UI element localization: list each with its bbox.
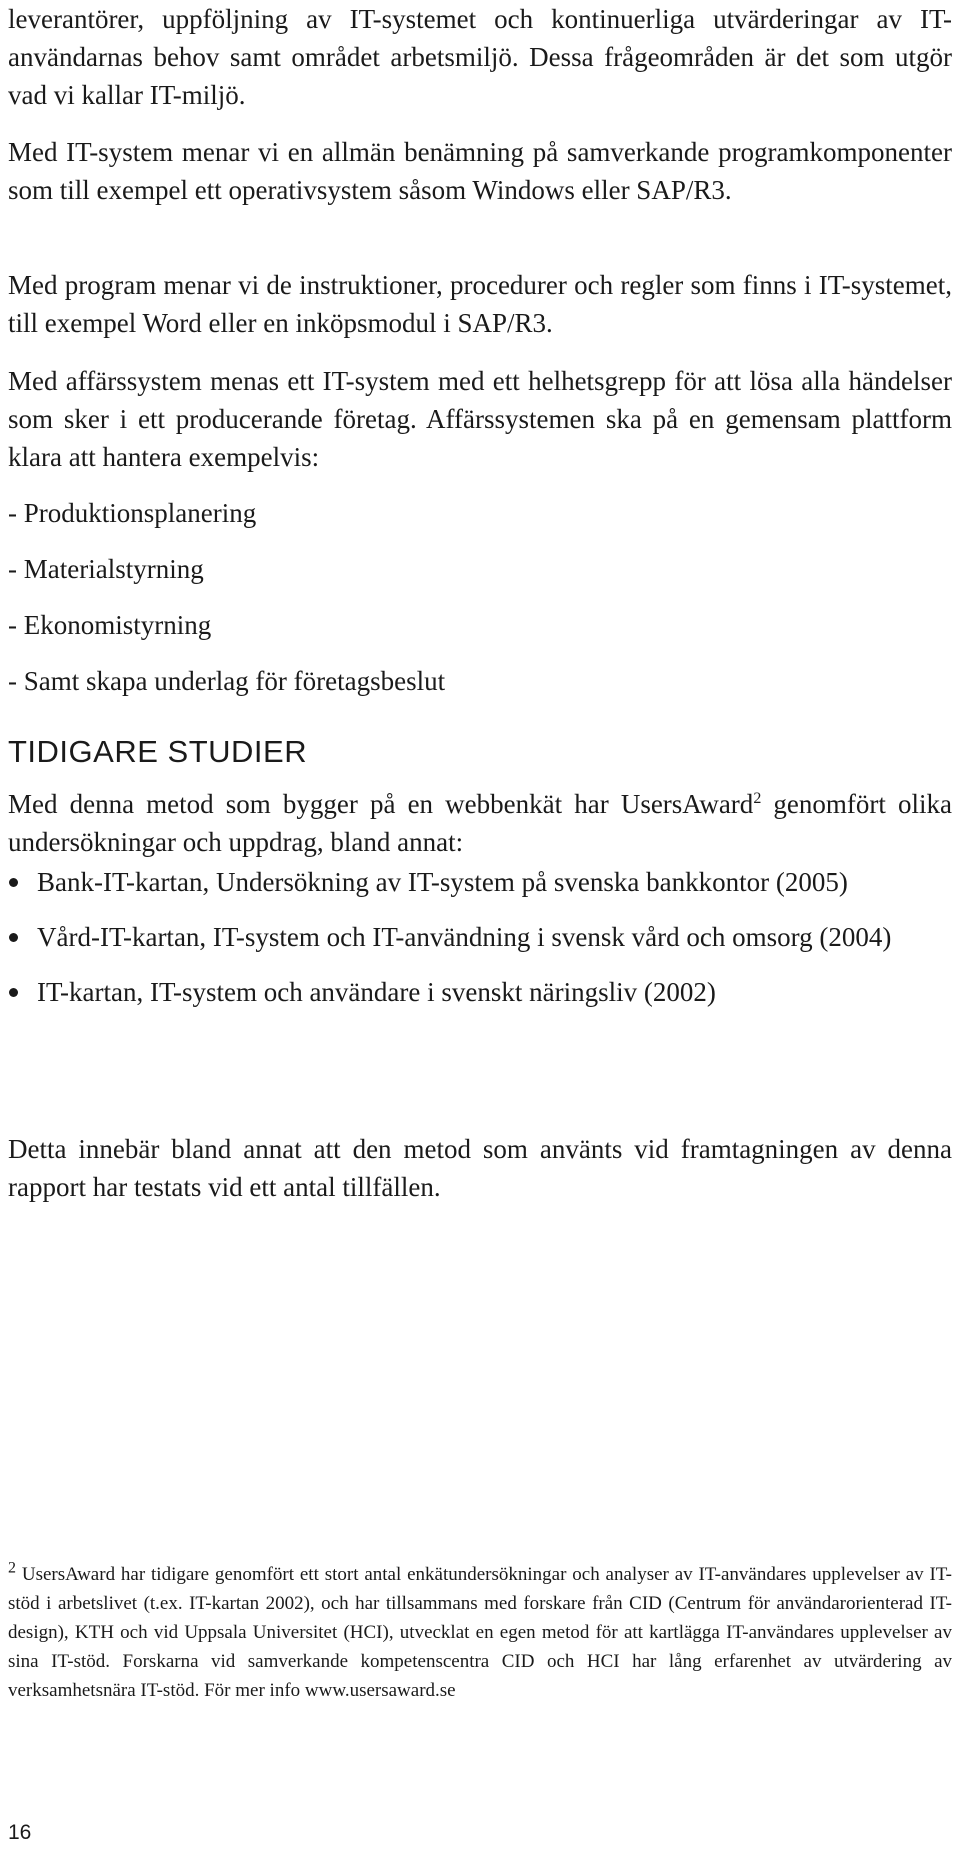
bullet-list-item [8, 918, 952, 956]
paragraph-closing: Detta innebär bland annat att den metod som använts vid framtagningen av denna rapport har testats vid ett antal tillfällen. [8, 1134, 952, 1202]
paragraph-intro: leverantörer, uppföljning av IT-systemet och kontinuerliga utvärderingar av IT-användarnas behov samt området arbetsmiljö. Dessa frågeområden är det som utgör vad vi kallar IT-miljö. [8, 4, 952, 110]
footnote-text: UsersAward har tidigare genomfört ett stort antal enkätundersökningar och analyser av IT-användares upplevelser av IT-stöd i arbetslivet (t.ex. IT-kartan 2002), och har tillsammans med forskare från CID (Centrum för användarorienterad IT-design), KTH och vid Uppsala Universitet (HCI), utvecklat en egen metod för att kartlägga IT-användares upplevelser av sina IT-stöd. Forskarna vid samverkande kompetenscentra CID och HCI har lång erfarenhet av utvärdering av verksamhetsnära IT-stöd. För mer info www.usersaward.se [8, 1564, 952, 1701]
section-heading: TIDIGARE STUDIER [8, 734, 308, 769]
footnote-reference[interactable]: 2 [753, 790, 762, 807]
bullet-text: IT-kartan, IT-system och användare i svenskt näringsliv (2002) [37, 977, 716, 1007]
dash-list [8, 494, 952, 718]
bullet-list [8, 863, 952, 1028]
paragraph-text-after-ref: genomfört olika undersökningar och uppdrag, bland annat: [8, 789, 952, 857]
paragraph-text-before-ref: Med denna metod som bygger på en webbenkät har UsersAward [8, 789, 754, 819]
bullet-icon [9, 933, 18, 942]
paragraph-tidigare-studier [8, 785, 952, 861]
document-page [8, 0, 952, 1859]
bullet-icon [9, 988, 18, 997]
bullet-list-item [8, 973, 952, 1011]
bullet-list-item [8, 863, 952, 901]
paragraph-program: Med program menar vi de instruktioner, procedurer och regler som finns i IT-systemet, till exempel Word eller en inköpsmodul i SAP/R3. [8, 270, 952, 338]
footnote [8, 1560, 952, 1705]
dash-list-item: - Materialstyrning [8, 554, 204, 584]
bullet-icon [9, 878, 18, 887]
bullet-text: Bank-IT-kartan, Undersökning av IT-system på svenska bankkontor (2005) [37, 867, 848, 897]
page-number: 16 [8, 1821, 32, 1844]
dash-list-item: - Ekonomistyrning [8, 610, 212, 640]
dash-list-item: - Produktionsplanering [8, 498, 257, 528]
paragraph-it-system: Med IT-system menar vi en allmän benämning på samverkande programkomponenter som till exempel ett operativsystem såsom Windows eller SAP/R3. [8, 137, 952, 205]
paragraph-affarssystem: Med affärssystem menas ett IT-system med ett helhetsgrepp för att lösa alla händelser som sker i ett producerande företag. Affärssystemen ska på en gemensam plattform klara att hantera exempelvis: [8, 366, 952, 472]
footnote-marker: 2 [8, 1559, 16, 1577]
bullet-text: Vård-IT-kartan, IT-system och IT-användning i svensk vård och omsorg (2004) [37, 922, 892, 952]
dash-list-item: - Samt skapa underlag för företagsbeslut [8, 666, 446, 696]
